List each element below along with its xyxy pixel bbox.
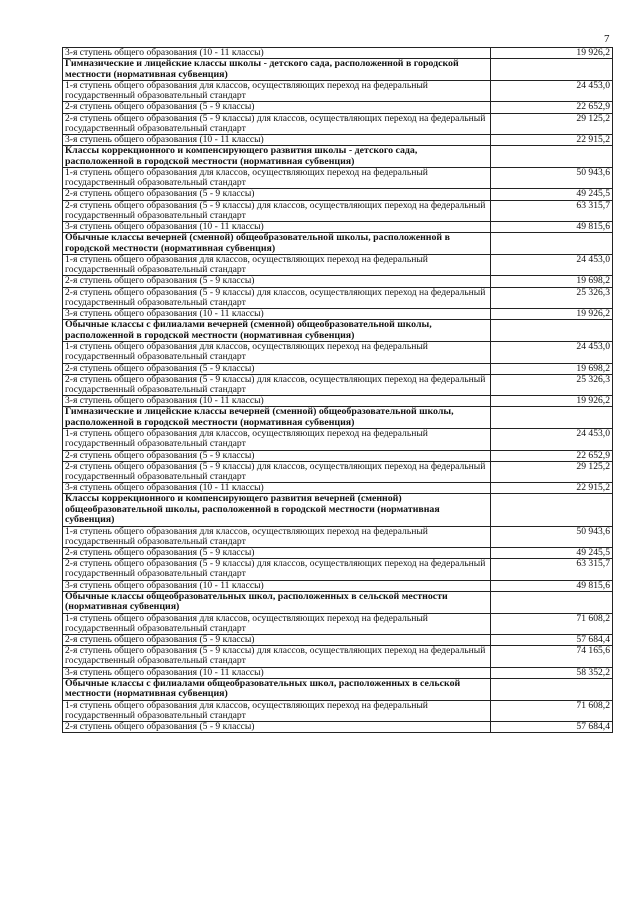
row-label: 1-я ступень общего образования для классов, осуществляющих переход на федеральный государственный образовательный стандарт [63,168,491,189]
table-row [63,722,613,733]
table-group-row [63,591,613,613]
row-value: 50 943,6 [491,526,613,547]
row-label: 3-я ступень общего образования (10 - 11 классы) [63,483,491,494]
table-row [63,646,613,667]
row-value: 71 608,2 [491,613,613,634]
row-label: 2-я ступень общего образования (5 - 9 классы) [63,276,491,287]
table-row [63,102,613,113]
row-label: 1-я ступень общего образования для классов, осуществляющих переход на федеральный государственный образовательный стандарт [63,613,491,634]
row-value: 22 652,9 [491,102,613,113]
table-row [63,580,613,591]
row-value: 57 684,4 [491,635,613,646]
table-group-row [63,494,613,526]
row-label: 2-я ступень общего образования (5 - 9 классы) [63,363,491,374]
table-row [63,526,613,547]
row-label: 2-я ступень общего образования (5 - 9 классы) для классов, осуществляющих переход на федеральный государственный образовательный стандарт [63,287,491,308]
row-label: 3-я ступень общего образования (10 - 11 классы) [63,48,491,59]
row-label: Обычные классы с филиалами вечерней (сменной) общеобразовательной школы, расположенной в городской местности (нормативная субвенция) [63,320,491,342]
table-row [63,168,613,189]
row-value: 22 652,9 [491,450,613,461]
table-row [63,189,613,200]
row-value [491,591,613,613]
table-row [63,287,613,308]
row-label: 1-я ступень общего образования для классов, осуществляющих переход на федеральный государственный образовательный стандарт [63,342,491,363]
row-value: 58 352,2 [491,667,613,678]
row-label: 1-я ступень общего образования для классов, осуществляющих переход на федеральный государственный образовательный стандарт [63,255,491,276]
table-row [63,547,613,558]
row-value: 71 608,2 [491,700,613,721]
row-label: 2-я ступень общего образования (5 - 9 классы) [63,635,491,646]
normative-table [62,47,613,733]
row-value: 49 815,6 [491,222,613,233]
row-value: 24 453,0 [491,429,613,450]
row-value: 29 125,2 [491,461,613,482]
table-group-row [63,146,613,168]
row-label: 1-я ступень общего образования для классов, осуществляющих переход на федеральный государственный образовательный стандарт [63,700,491,721]
row-label: 3-я ступень общего образования (10 - 11 классы) [63,135,491,146]
row-label: Классы коррекционного и компенсирующего развития вечерней (сменной) общеобразовательной школы, расположенной в городской местности (нормативная субвенция) [63,494,491,526]
row-value [491,233,613,255]
table-row [63,429,613,450]
table-row [63,81,613,102]
row-label: 2-я ступень общего образования (5 - 9 классы) [63,102,491,113]
row-label: 2-я ступень общего образования (5 - 9 классы) [63,722,491,733]
row-value: 63 315,7 [491,200,613,221]
row-value: 50 943,6 [491,168,613,189]
row-label: 2-я ступень общего образования (5 - 9 классы) [63,450,491,461]
row-value: 49 245,5 [491,547,613,558]
table-body [63,48,613,733]
row-label: Обычные классы общеобразовательных школ, расположенных в сельской местности (нормативная субвенция) [63,591,491,613]
row-value: 29 125,2 [491,113,613,134]
table-group-row [63,233,613,255]
row-label: 2-я ступень общего образования (5 - 9 классы) для классов, осуществляющих переход на федеральный государственный образовательный стандарт [63,461,491,482]
table-row [63,200,613,221]
row-value: 25 326,3 [491,374,613,395]
row-value [491,59,613,81]
row-label: 3-я ступень общего образования (10 - 11 классы) [63,396,491,407]
table-group-row [63,678,613,700]
row-label: 2-я ступень общего образования (5 - 9 классы) для классов, осуществляющих переход на федеральный государственный образовательный стандарт [63,559,491,580]
row-value: 22 915,2 [491,135,613,146]
row-label: Классы коррекционного и компенсирующего развития школы - детского сада, расположенной в городской местности (нормативная субвенция) [63,146,491,168]
row-value: 25 326,3 [491,287,613,308]
table-row [63,309,613,320]
row-value: 19 926,2 [491,48,613,59]
row-label: 3-я ступень общего образования (10 - 11 классы) [63,667,491,678]
row-label: 1-я ступень общего образования для классов, осуществляющих переход на федеральный государственный образовательный стандарт [63,81,491,102]
table-row [63,255,613,276]
table-row [63,222,613,233]
row-value: 57 684,4 [491,722,613,733]
row-value [491,146,613,168]
row-label: 2-я ступень общего образования (5 - 9 классы) для классов, осуществляющих переход на федеральный государственный образовательный стандарт [63,374,491,395]
row-label: 1-я ступень общего образования для классов, осуществляющих переход на федеральный государственный образовательный стандарт [63,429,491,450]
row-value: 24 453,0 [491,342,613,363]
table-row [63,635,613,646]
table-row [63,667,613,678]
row-value: 74 165,6 [491,646,613,667]
row-value: 22 915,2 [491,483,613,494]
table-row [63,135,613,146]
row-value: 24 453,0 [491,255,613,276]
table-row [63,342,613,363]
table-row [63,461,613,482]
table-row [63,559,613,580]
table-group-row [63,59,613,81]
row-label: 3-я ступень общего образования (10 - 11 классы) [63,309,491,320]
row-value [491,320,613,342]
row-value [491,407,613,429]
page-number: 7 [604,33,610,45]
row-value [491,494,613,526]
row-label: 3-я ступень общего образования (10 - 11 классы) [63,580,491,591]
table-row [63,48,613,59]
row-label: Обычные классы вечерней (сменной) общеобразовательной школы, расположенной в городской местности (нормативная субвенция) [63,233,491,255]
table-row [63,374,613,395]
row-value: 49 245,5 [491,189,613,200]
row-label: Обычные классы с филиалами общеобразовательных школ, расположенных в сельской местности (нормативная субвенция) [63,678,491,700]
table-row [63,276,613,287]
table-row [63,450,613,461]
row-label: 2-я ступень общего образования (5 - 9 классы) [63,547,491,558]
row-value: 19 926,2 [491,396,613,407]
row-value: 19 926,2 [491,309,613,320]
table-row [63,700,613,721]
row-value: 63 315,7 [491,559,613,580]
row-label: 2-я ступень общего образования (5 - 9 классы) для классов, осуществляющих переход на федеральный государственный образовательный стандарт [63,113,491,134]
row-label: 3-я ступень общего образования (10 - 11 классы) [63,222,491,233]
table-row [63,113,613,134]
row-value [491,678,613,700]
row-label: 2-я ступень общего образования (5 - 9 классы) для классов, осуществляющих переход на федеральный государственный образовательный стандарт [63,200,491,221]
table-row [63,396,613,407]
row-value: 19 698,2 [491,363,613,374]
table-group-row [63,320,613,342]
row-label: Гимназические и лицейские классы школы - детского сада, расположенной в городской местности (нормативная субвенция) [63,59,491,81]
row-label: 1-я ступень общего образования для классов, осуществляющих переход на федеральный государственный образовательный стандарт [63,526,491,547]
table-group-row [63,407,613,429]
row-label: 2-я ступень общего образования (5 - 9 классы) [63,189,491,200]
table-row [63,613,613,634]
table-row [63,483,613,494]
row-value: 19 698,2 [491,276,613,287]
row-label: Гимназические и лицейские классы вечерней (сменной) общеобразовательной школы, расположенной в городской местности (нормативная субвенция) [63,407,491,429]
row-label: 2-я ступень общего образования (5 - 9 классы) для классов, осуществляющих переход на федеральный государственный образовательный стандарт [63,646,491,667]
row-value: 24 453,0 [491,81,613,102]
row-value: 49 815,6 [491,580,613,591]
table-row [63,363,613,374]
